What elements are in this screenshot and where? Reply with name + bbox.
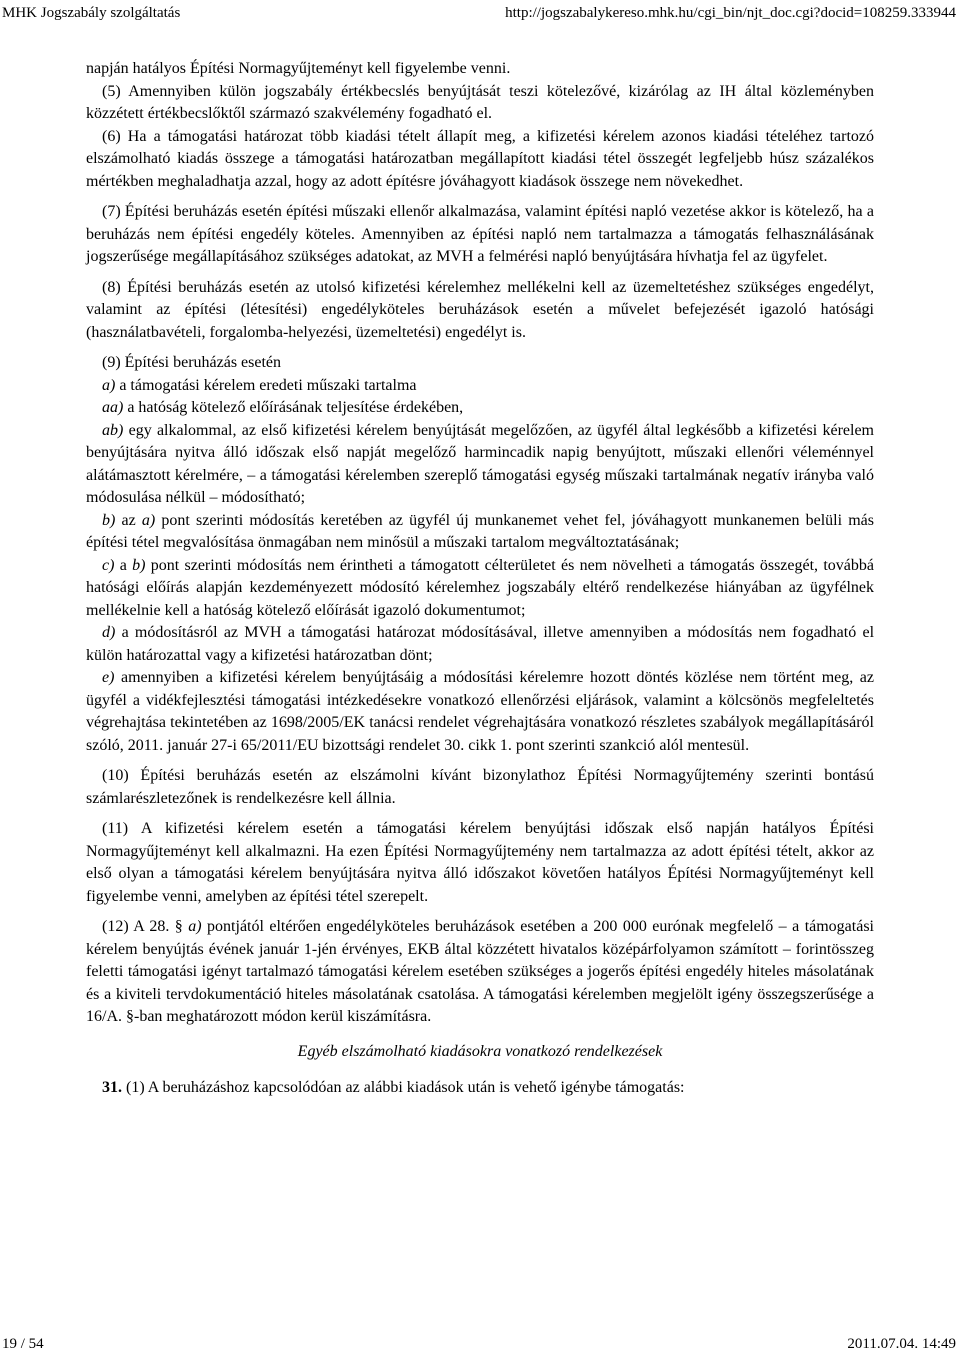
point-label: a) <box>102 376 116 394</box>
point-prefix: a <box>119 556 127 574</box>
paragraph-6: (6) Ha a támogatási határozat több kiadási tételt állapít meg, a kifizetési kérelem azonos kiadási tételéhez tartozó elszámolható kiadás összege a támogatási határozatban megállapított kiadási tétel összegét legfeljebb húsz százalékos mértékben meghaladhatja azzal, hogy az adott építésre jóváhagyott kiadások összege nem növekedhet. <box>86 127 874 190</box>
paragraph-9: (9) Építési beruházás esetén <box>102 354 282 371</box>
paragraph-9-ab <box>86 420 874 510</box>
paragraph-10: (10) Építési beruházás esetén az elszámolni kívánt bizonylathoz Építési Normagyűjtemény szerinti bontású számlarészletezőnek is rendelkezésre kell állnia. <box>86 767 874 807</box>
point-label: ab) <box>102 421 124 439</box>
point-text: amennyiben a kifizetési kérelem benyújtásáig a módosítási kérelemre hozott döntés közlése nem történt meg, az ügyfél a vidékfejlesztési támogatási intézkedésekre vonatkozó ellenőrzési eljárások, valamint a kölcsönös megfeleltetés végrehajtása tekintetében az 1698/2005/EK tanácsi rendelet végrehajtására vonatkozó részletes szabályok megállapításáról szóló, 2011. január 27-i 65/2011/EU bizottsági rendelet 30. cikk 1. pont szerinti szankció alól mentesül. <box>86 669 875 754</box>
point-label: b) <box>102 511 116 529</box>
paragraph-11: (11) A kifizetési kérelem esetén a támogatási kérelem benyújtási időszak első napján hatályos Építési Normagyűjteményt kell alkalmazni. Ha ezen Építési Normagyűjtemény nem tartalmazza az adott építési tételt, akkor az első olyan a támogatási kérelem benyújtására nyitva álló időszakot követően hatályos Építési Normagyűjteményt kell figyelembe venni, amelyben az építési tétel szerepelt. <box>86 820 874 905</box>
point-text: egy alkalommal, az első kifizetési kérelem benyújtását megelőzően, az ügyfél által legkésőbb a kifizetési kérelem benyújtására nyitva álló időszak első napját megelőző harmincadik napig benyújtott, műszaki ellenőri véleménnyel alátámasztott kérelmére, – a támogatási kérelemben szereplő támogatási egység műszaki tartalmának negatív irányba való módosulása nélkül – módosítható; <box>86 421 874 506</box>
paragraph-9-b <box>86 510 874 555</box>
paragraph-text: pontjától eltérően engedélyköteles beruházások esetében a 200 000 eurónak megfelelő – a támogatási kérelem benyújtás évének január 1-jén érvényes, EKB által közzétett hivatalos középárfolyamon számított – forintösszeg feletti támogatási igényt tartalmazó támogatási kérelem esetében szükséges a jogerős építési engedély hiteles másolatának és a kiviteli tervdokumentáció hiteles másolatának csatolása. A támogatási kérelemben megjelölt igény összegszerűsége a 16/A. §-ban meghatározott módon kerül kiszámításra. <box>86 918 875 1025</box>
document-body <box>86 58 874 1100</box>
header-site-name: MHK Jogszabály szolgáltatás <box>2 5 181 21</box>
paragraph-continuation: napján hatályos Építési Normagyűjteményt kell figyelembe venni. <box>86 60 511 77</box>
section-heading: Egyéb elszámolható kiadásokra vonatkozó rendelkezések <box>297 1042 663 1060</box>
point-label: d) <box>102 624 116 641</box>
paragraph-9-c <box>86 555 874 623</box>
paragraph-9-d <box>86 622 874 667</box>
point-prefix: az <box>121 511 136 529</box>
paragraph-prefix: (12) A 28. § <box>102 918 183 935</box>
point-text: a módosításról az MVH a támogatási határozat módosításával, illetve amennyiben a módosítás nem fogadható el külön határozattal vagy a kifizetési határozatban dönt; <box>86 624 875 664</box>
paragraph-12 <box>86 916 874 1029</box>
page-number: 19 / 54 <box>2 1336 44 1352</box>
paragraph-5: (5) Amennyiben külön jogszabály értékbecslés benyújtását teszi kötelezővé, kizárólag az IH által közleményben közzétett értékbecslőktől származó szakvélemény fogadható el. <box>86 82 874 122</box>
page-footer <box>0 1334 960 1356</box>
point-text: pont szerinti módosítás keretében az ügyfél új munkanemet vehet fel, jóváhagyott munkanemen belüli más építési tétel megvalósítása önmagában nem minősül a műszaki tartalom megváltoztatásának; <box>86 511 875 551</box>
point-reference: a) <box>141 511 156 529</box>
point-text: a támogatási kérelem eredeti műszaki tartalma <box>119 376 417 394</box>
paragraph-8: (8) Építési beruházás esetén az utolsó kifizetési kérelemhez mellékelni kell az üzemeltetéshez szükséges engedélyt, valamint az építési (létesítési) engedélyköteles beruházások esetén a művelet befejezését igazoló hatósági (használatbavételi, forgalomba-helyezési, üzemeltetési) engedélyt is. <box>86 278 874 341</box>
section-31 <box>86 1077 874 1100</box>
header-url: http://jogszabalykereso.mhk.hu/cgi_bin/njt_doc.cgi?docid=108259.333944 <box>505 5 956 21</box>
point-label: aa) <box>102 399 124 416</box>
point-label: e) <box>102 669 115 686</box>
paragraph-9-e <box>86 667 874 757</box>
section-number: 31. <box>102 1079 122 1096</box>
paragraph-9-a <box>86 375 874 398</box>
point-text: pont szerinti módosítás nem érintheti a támogatott célterületet és nem növelheti a támogatás összegét, továbbá hatósági előírás alapján kezdeményezett módosító kérelemhez jogszabály eltérő rendelkezése hiányában az ügyfélnek mellékelnie kell a hatóság kötelező előírását igazoló dokumentumot; <box>86 556 875 619</box>
print-datetime: 2011.07.04. 14:49 <box>847 1336 956 1352</box>
point-reference: b) <box>132 556 146 574</box>
point-reference: a) <box>188 918 202 935</box>
point-label: c) <box>102 556 115 574</box>
paragraph-9-aa <box>86 397 874 420</box>
section-text: (1) A beruházáshoz kapcsolódóan az alábbi kiadások után is vehető igénybe támogatás: <box>126 1079 685 1096</box>
paragraph-7: (7) Építési beruházás esetén építési műszaki ellenőr alkalmazása, valamint építési napló vezetése akkor is kötelező, ha a beruházás nem építési engedély köteles. Amennyiben az építési napló nem tartalmazza a támogatás felhasználásának jogszerűsége megállapításához szükséges adatokat, az MVH a felmérési napló benyújtására hívhatja fel az ügyfelet. <box>86 203 874 265</box>
point-text: a hatóság kötelező előírásának teljesítése érdekében, <box>127 399 464 416</box>
page-header <box>0 0 960 28</box>
